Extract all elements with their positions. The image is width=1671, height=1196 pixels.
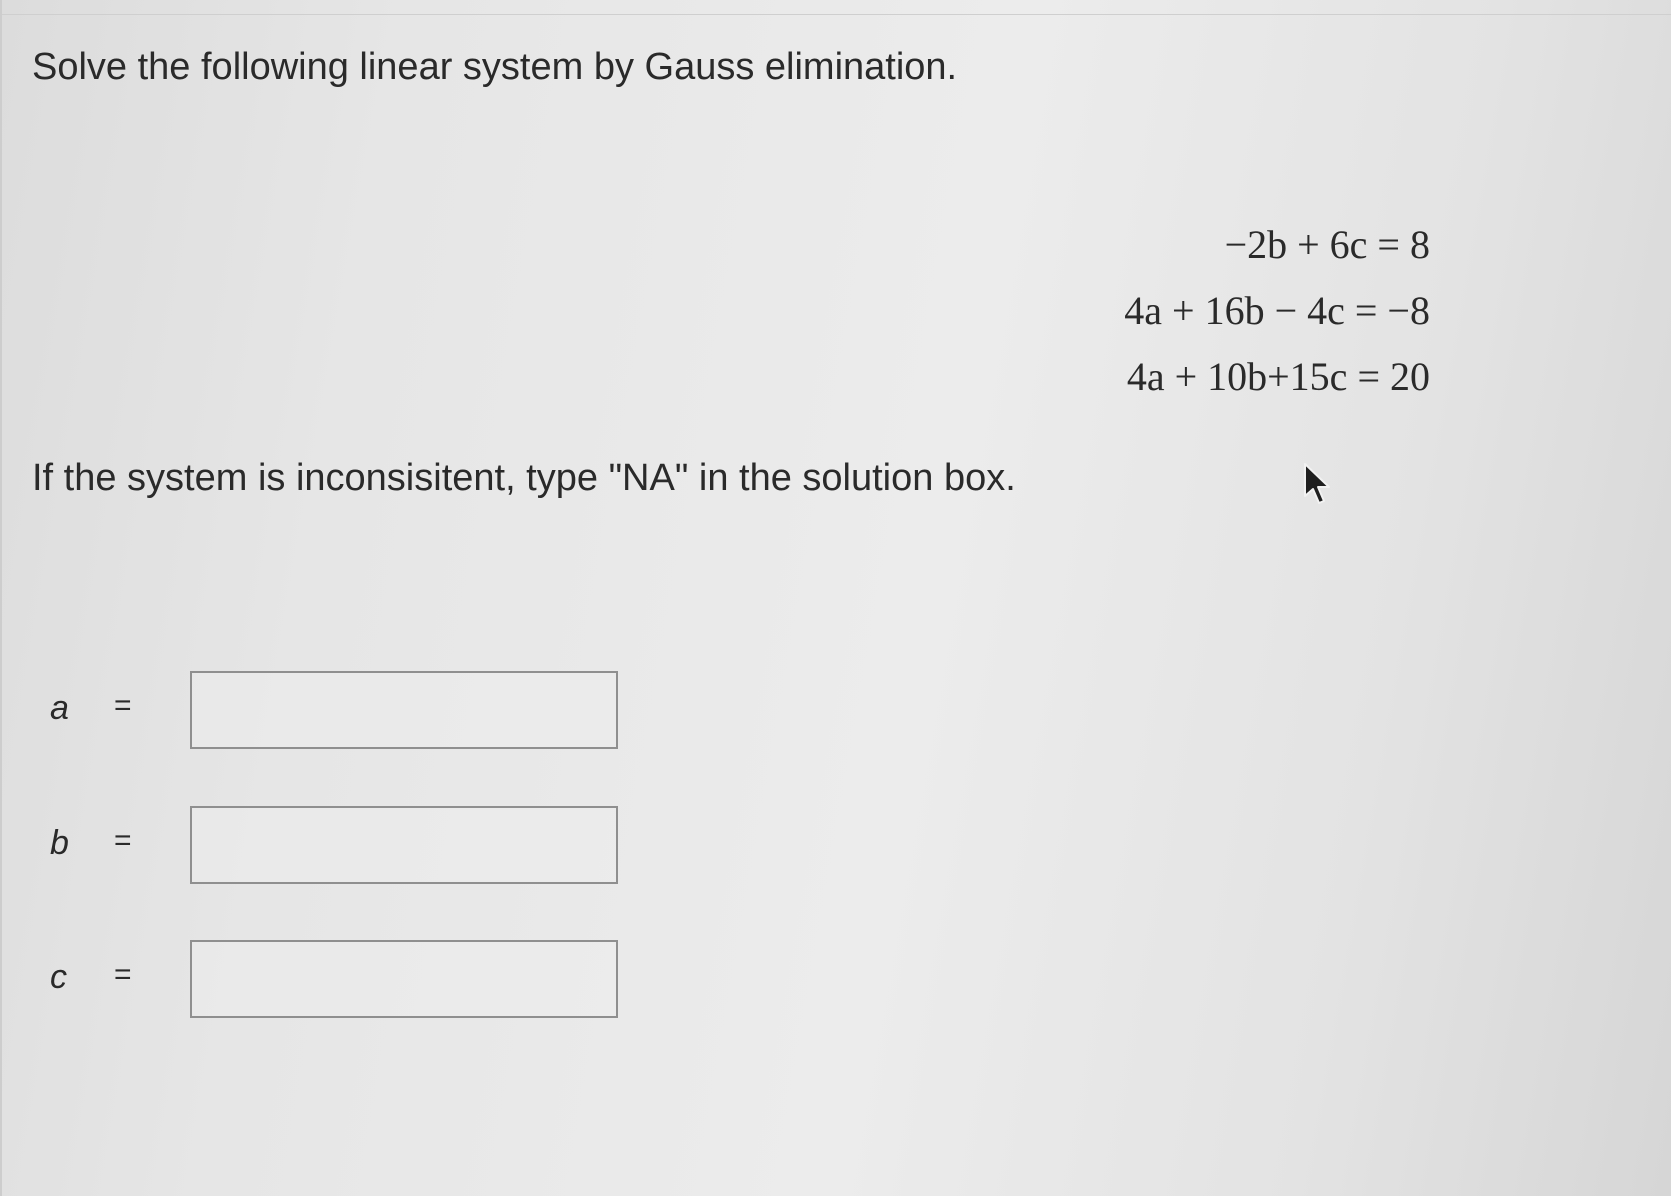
equals-sign-b: = <box>114 824 132 857</box>
mouse-pointer-icon <box>1303 462 1333 506</box>
answer-input-b[interactable] <box>190 806 618 884</box>
variable-label-a: a <box>50 689 69 727</box>
top-divider <box>0 14 1671 15</box>
left-border <box>0 0 2 1196</box>
equation-3: 4a + 10b+15c = 20 <box>1126 354 1430 399</box>
variable-label-c: c <box>50 958 67 996</box>
answer-row-c <box>50 940 650 1022</box>
answer-row-b <box>50 806 650 888</box>
equation-1: −2b + 6c = 8 <box>1224 222 1430 267</box>
answer-input-a[interactable] <box>190 671 618 749</box>
variable-label-b: b <box>50 824 69 862</box>
equals-sign-c: = <box>114 958 132 991</box>
equation-2: 4a + 16b − 4c = −8 <box>1124 288 1430 333</box>
answer-input-c[interactable] <box>190 940 618 1018</box>
equals-sign-a: = <box>114 689 132 722</box>
instruction-text: If the system is inconsisitent, type "NA" in the solution box. <box>32 457 1016 499</box>
linear-system <box>1010 212 1430 410</box>
answer-row-a <box>50 671 650 753</box>
question-title: Solve the following linear system by Gauss elimination. <box>32 46 958 88</box>
